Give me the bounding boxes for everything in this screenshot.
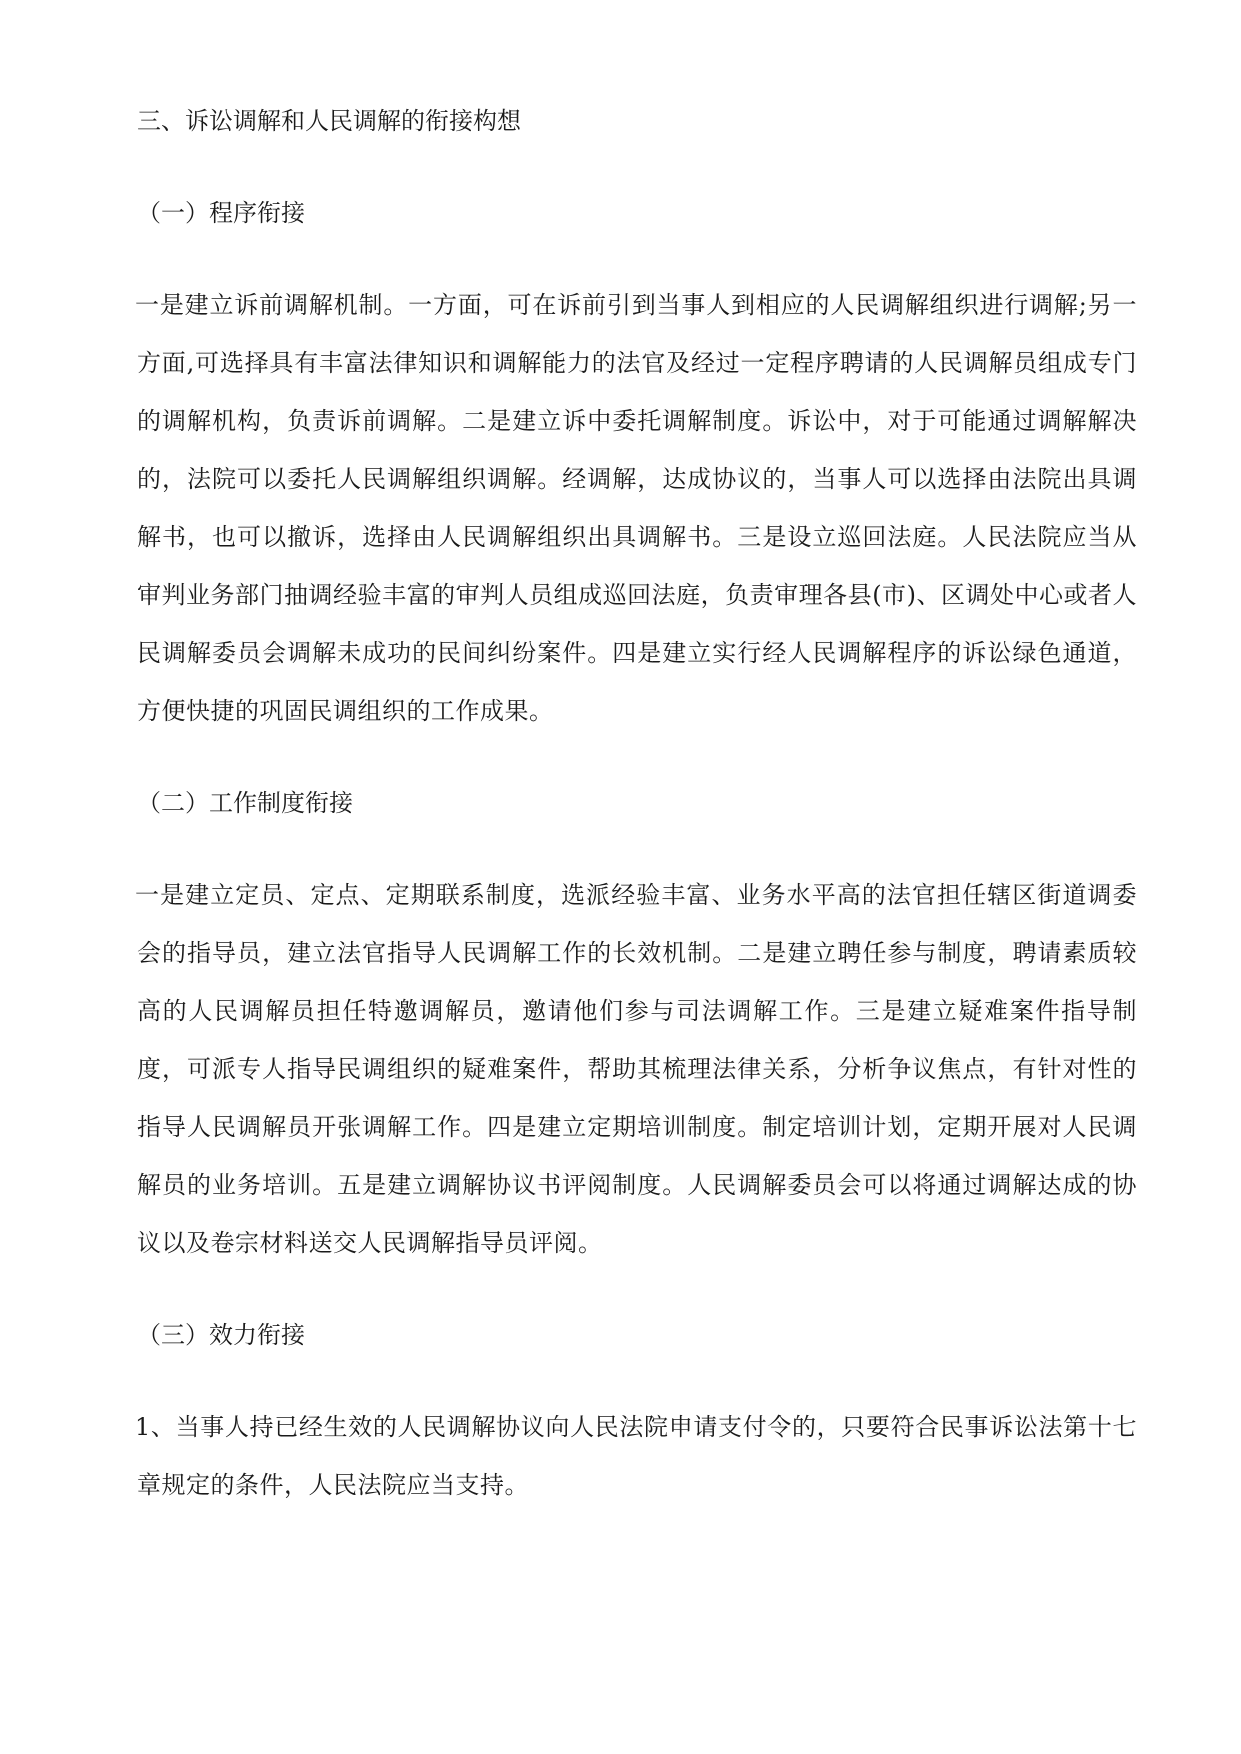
- paragraph-procedure: 一是建立诉前调解机制。一方面，可在诉前引到当事人到相应的人民调解组织进行调解;另一方面,可选择具有丰富法律知识和调解能力的法官及经过一定程序聘请的人民调解员组成专门的调解机构，负责诉前调解。二是建立诉中委托调解制度。诉讼中，对于可能通过调解解决的，法院可以委托人民调解组织调解。经调解，达成协议的，当事人可以选择由法院出具调解书，也可以撤诉，选择由人民调解组织出具调解书。三是设立巡回法庭。人民法院应当从审判业务部门抽调经验丰富的审判人员组成巡回法庭，负责审理各县(市)、区调处中心或者人民调解委员会调解未成功的民间纠纷案件。四是建立实行经人民调解程序的诉讼绿色通道，方便快捷的巩固民调组织的工作成果。: [135, 291, 1137, 725]
- paragraph-work-system: 一是建立定员、定点、定期联系制度，选派经验丰富、业务水平高的法官担任辖区街道调委会的指导员，建立法官指导人民调解工作的长效机制。二是建立聘任参与制度，聘请素质较高的人民调解员担任特邀调解员，邀请他们参与司法调解工作。三是建立疑难案件指导制度，可派专人指导民调组织的疑难案件，帮助其梳理法律关系，分析争议焦点，有针对性的指导人民调解员开张调解工作。四是建立定期培训制度。制定培训计划，定期开展对人民调解员的业务培训。五是建立调解协议书评阅制度。人民调解委员会可以将通过调解达成的协议以及卷宗材料送交人民调解指导员评阅。: [135, 881, 1137, 1257]
- subsection-title-effect: （三）效力衔接: [137, 1321, 305, 1349]
- subsection-title-work-system: （二）工作制度衔接: [137, 789, 353, 817]
- document-body: [137, 92, 1137, 1514]
- subsection-title-procedure: （一）程序衔接: [137, 199, 305, 227]
- paragraph-effect: 1、当事人持已经生效的人民调解协议向人民法院申请支付令的，只要符合民事诉讼法第十七章规定的条件，人民法院应当支持。: [135, 1413, 1137, 1499]
- section-title: 三、诉讼调解和人民调解的衔接构想: [137, 107, 521, 135]
